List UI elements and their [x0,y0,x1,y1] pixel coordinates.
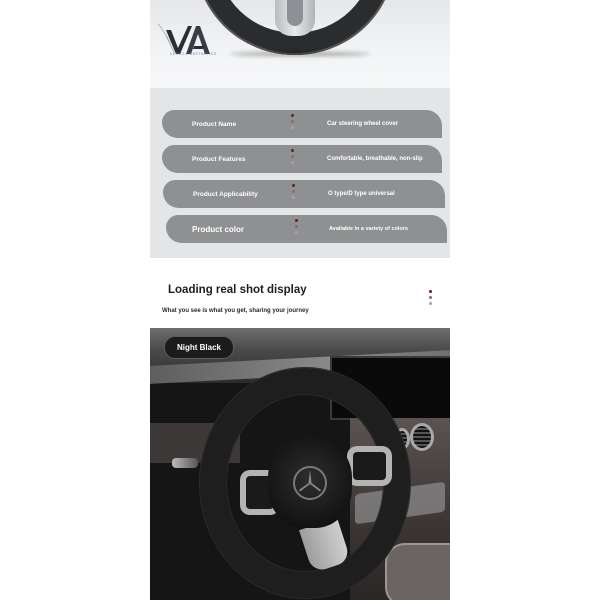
dots-icon [293,219,299,237]
seat [385,543,450,600]
hero-product-image [150,0,450,88]
spec-value: Comfortable, breathable, non-slip [327,156,423,162]
dots-icon [289,114,295,132]
dots-icon [289,149,295,167]
wheel-spoke-inner [287,0,303,26]
spec-row-product-features [162,145,442,173]
brand-logo-subtitle: VEHICLE AESTHETICS [170,52,217,56]
spec-row-product-name [162,110,442,138]
spec-row-product-color [166,215,447,243]
spec-value: Available in a variety of colors [329,226,408,232]
dots-icon [427,290,433,308]
car-interior-photo [150,328,450,600]
spec-label: Product Applicability [193,190,258,198]
turn-stalk [172,458,198,468]
color-badge: Night Black [164,336,234,359]
spec-value: O type/D type universal [328,191,395,197]
product-detail-column [150,0,450,600]
spec-label: Product color [192,224,245,234]
spec-row-product-applicability [163,180,445,208]
spec-panel [150,88,450,258]
right-spoke-buttons [347,446,392,486]
real-shot-heading [150,258,450,328]
spec-label: Product Features [192,155,246,163]
mercedes-star-icon [293,466,327,500]
wheel-shadow [230,52,370,56]
dots-icon [290,184,296,202]
spec-label: Product Name [192,120,237,128]
spec-value: Car steering wheel cover [327,121,399,127]
section-title: Loading real shot display [168,284,307,296]
section-subtitle: What you see is what you get, sharing your journey [162,308,309,314]
air-vent-icon [410,423,434,451]
